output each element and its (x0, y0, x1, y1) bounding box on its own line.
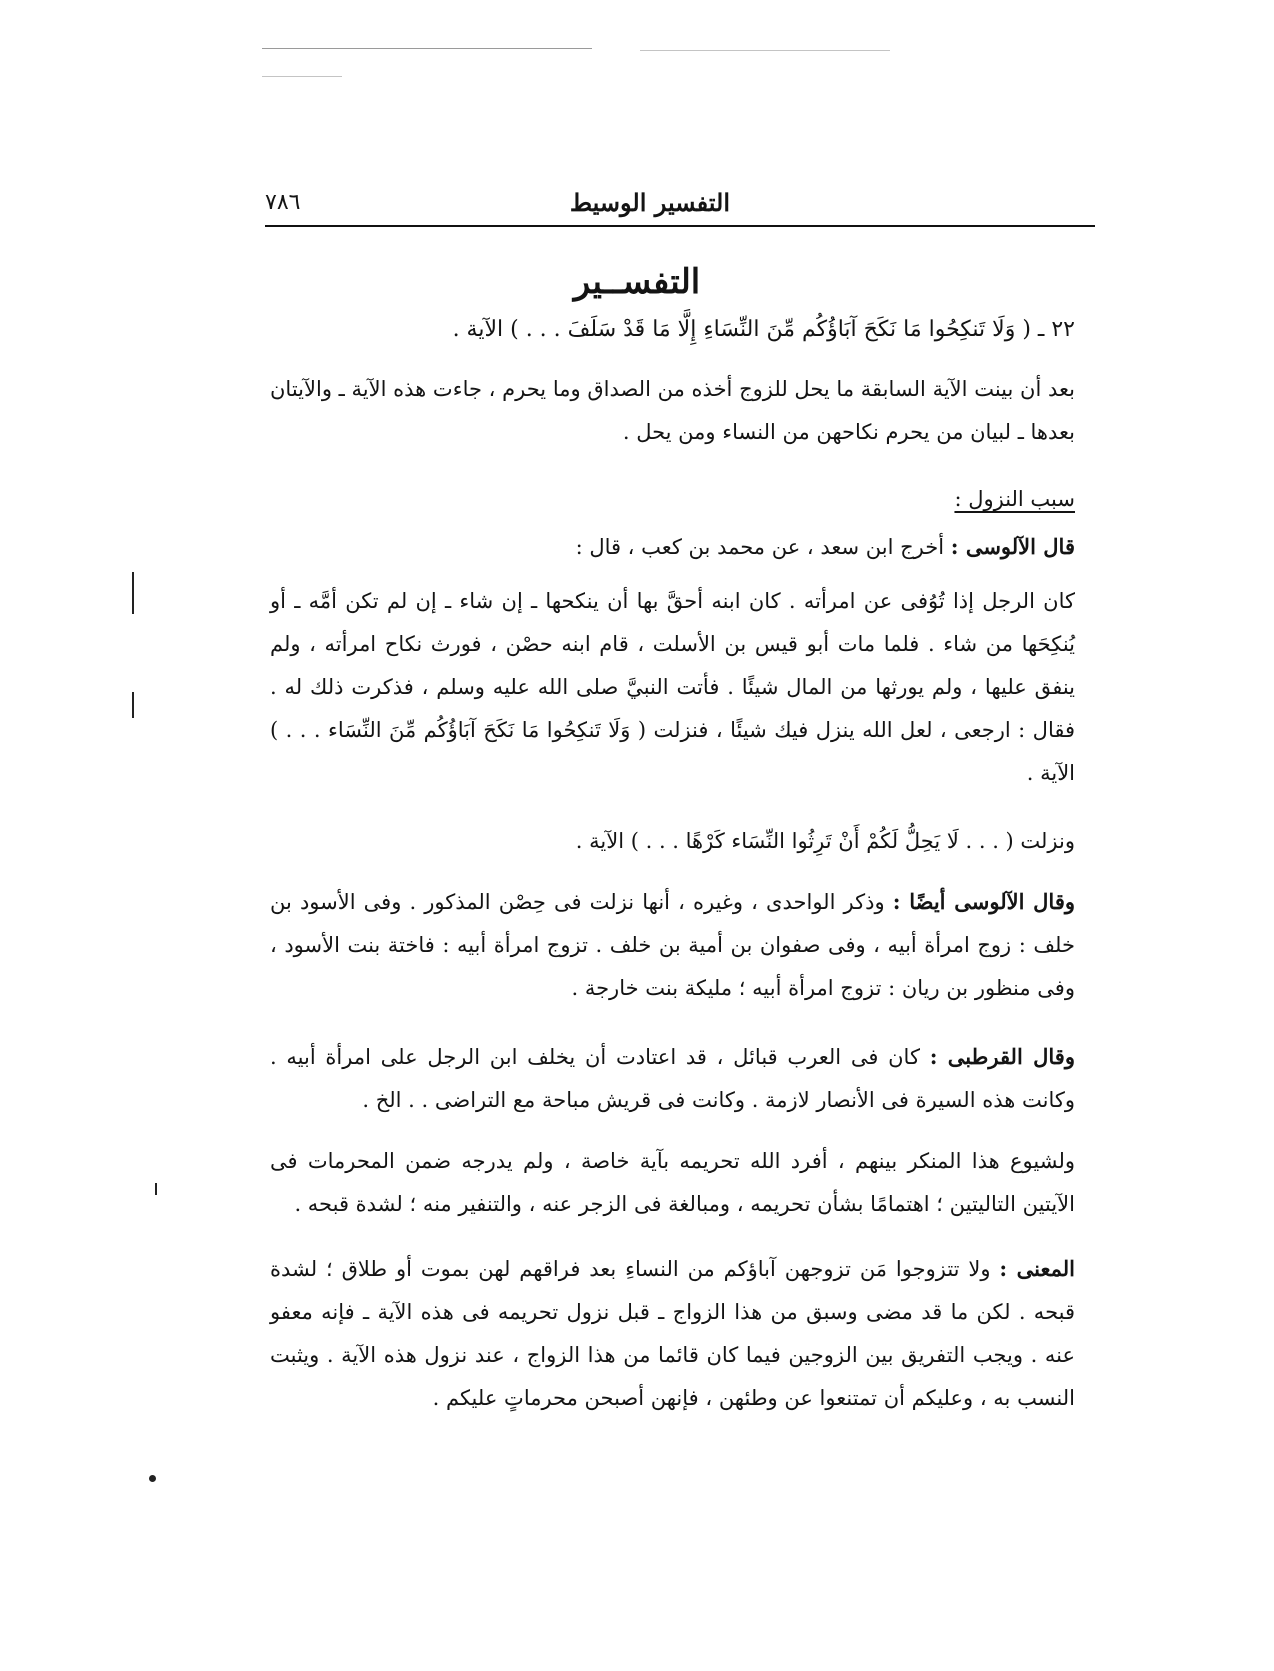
narration-paragraph: كان الرجل إذا تُوُفى عن امرأته . كان ابنه أحقَّ بها أن ينكحها ـ إن شاء ـ إن لم تكن أمَّه ـ أو يُنكِحَها من شاء . فلما مات أبو قيس بن الأسلت ، قام ابنه حصْن ، فورث نكاح امرأته ، ولم ينفق عليها ، ولم يورثها من المال شيئًا . فأتت النبيَّ صلى الله عليه وسلم ، فذكرت ذلك له . فقال : ارجعى ، لعل الله ينزل فيك شيئًا ، فنزلت ( وَلَا تَنكِحُوا مَا نَكَحَ آبَاؤُكُم مِّنَ النِّسَاء . . . ) الآية . (270, 589, 1075, 785)
scan-line (262, 76, 342, 77)
alusi-also-paragraph (270, 880, 1075, 1010)
alusi-citation (270, 525, 1075, 569)
meaning-text: ولا تتزوجوا مَن تزوجهن آباؤكم من النساءِ بعد فراقهم لهن بموت أو طلاق ؛ لشدة قبحه . لكن ما قد مضى وسبق من هذا الزواج ـ قبل نزول تحريمه فى هذه الآية ـ فإنه معفو عنه . ويجب التفريق بين الزوجين فيما كان قائما من هذا الزواج ، عند نزول هذه الآية . ويثبت النسب به ، وعليكم أن تمتنعوا عن وطئهن ، فإنهن أصبحن محرماتٍ عليكم . (270, 1257, 1075, 1410)
alusi-also-label: وقال الآلوسى أيضًا : (892, 889, 1075, 914)
qurtubi-paragraph (270, 1035, 1075, 1122)
intro-paragraph: بعد أن بينت الآية السابقة ما يحل للزوج أخذه من الصداق وما يحرم ، جاءت هذه الآية ـ والآيتان بعدها ـ لبيان من يحرم نكاحهن من النساء ومن يحل . (270, 377, 1075, 444)
occasion-heading (270, 478, 1075, 521)
margin-mark (132, 572, 134, 614)
alusi-also-text: وذكر الواحدى ، وغيره ، أنها نزلت فى حِصْن المذكور . وفى الأسود بن خلف : زوج امرأة أبيه ، وفى صفوان بن أمية بن خلف . تزوج امرأة أبيه : فاختة بنت الأسود ، وفى منظور بن ريان : تزوج امرأة أبيه ؛ مليكة بنت خارجة . (270, 890, 1075, 1000)
meaning-paragraph (270, 1247, 1075, 1420)
qurtubi-label: وقال القرطبى : (929, 1044, 1075, 1069)
running-title: التفسير الوسيط (569, 188, 730, 217)
alusi-label: قال الآلوسى : (950, 534, 1075, 559)
verse-heading: ٢٢ ـ ( وَلَا تَنكِحُوا مَا نَكَحَ آبَاؤُكُم مِّنَ النِّسَاءِ إِلَّا مَا قَدْ سَلَفَ . . . ) الآية . (452, 317, 1075, 342)
alusi-text: أخرج ابن سعد ، عن محمد بن كعب ، قال : (575, 535, 945, 559)
scan-line (640, 50, 890, 51)
margin-mark (155, 1183, 157, 1195)
qurtubi-text: كان فى العرب قبائل ، قد اعتادت أن يخلف ابن الرجل على امرأة أبيه . وكانت هذه السيرة فى الأنصار لازمة . وكانت فى قريش مباحة مع التراضى . . الخ . (270, 1045, 1075, 1112)
prevalence-paragraph: ولشيوع هذا المنكر بينهم ، أفرد الله تحريمه بآية خاصة ، ولم يدرجه ضمن المحرمات فى الآيتين التاليتين ؛ اهتمامًا بشأن تحريمه ، ومبالغة فى الزجر عنه ، والتنفير منه ؛ لشدة قبحه . (270, 1149, 1075, 1216)
second-verse: ونزلت ( . . . لَا يَحِلُّ لَكُمْ أَنْ تَرِثُوا النِّسَاء كَرْهًا . . . ) الآية . (575, 829, 1075, 853)
meaning-label: المعنى : (999, 1256, 1075, 1281)
margin-mark (132, 692, 134, 718)
section-title: التفســير (573, 262, 701, 302)
page-number: ٧٨٦ (265, 190, 301, 215)
occasion-heading-text: سبب النزول : (954, 487, 1075, 511)
margin-dot (149, 1475, 156, 1482)
header-rule (265, 225, 1095, 227)
page-header (265, 182, 1095, 222)
scan-line (262, 48, 592, 49)
